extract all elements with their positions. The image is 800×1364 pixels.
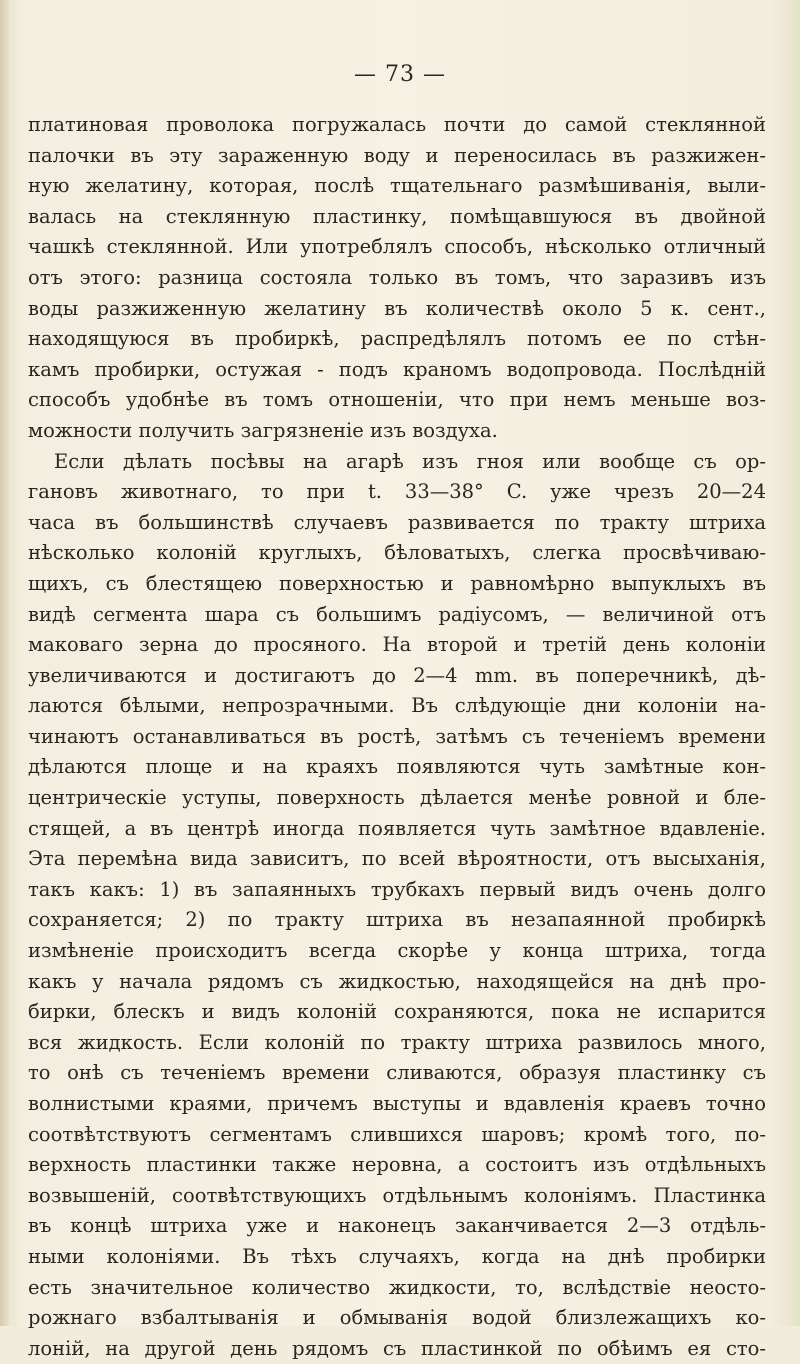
text-line: видѣ сегмента шара съ большимъ радіусомъ, — величиной отъ (28, 602, 766, 626)
text-line: какъ у начала рядомъ съ жидкостью, находящейся на днѣ про- (28, 969, 766, 993)
text-line: находящуюся въ пробиркѣ, распредѣлялъ потомъ ее по стѣн- (28, 327, 766, 351)
paragraph-end-line: можности получить загрязненіе изъ воздуха. (28, 418, 498, 442)
body-text (28, 110, 766, 1364)
text-line: увеличиваются и достигаютъ до 2—4 mm. въ поперечникѣ, дѣ- (28, 663, 766, 687)
text-line: лоній, на другой день рядомъ съ пластинкой по обѣимъ ея сто- (28, 1336, 766, 1360)
text-line: щихъ, съ блестящею поверхностью и равномѣрно выпуклыхъ въ (28, 571, 766, 595)
text-line: измѣненіе происходитъ всегда скорѣе у конца штриха, тогда (28, 939, 766, 963)
text-line: дѣлаются площе и на краяхъ появляются чуть замѣтные кон- (28, 755, 766, 779)
text-line: ную желатину, которая, послѣ тщательнаго размѣшиванія, выли- (28, 174, 766, 198)
page-right-edge-shadow (792, 0, 800, 1326)
text-line: есть значительное количество жидкости, то, вслѣдствіе неосто- (28, 1275, 766, 1299)
text-line: рожнаго взбалтыванія и обмыванія водой близлежащихъ ко- (28, 1306, 766, 1330)
text-line: чинаютъ останавливаться въ ростѣ, затѣмъ съ теченіемъ времени (28, 724, 766, 748)
text-line: способъ удобнѣе въ томъ отношеніи, что при немъ меньше воз- (28, 388, 766, 412)
text-line: возвышеній, соотвѣтствующихъ отдѣльнымъ колоніямъ. Пластинка (28, 1183, 766, 1207)
page-left-edge-shadow (0, 0, 10, 1326)
text-line: палочки въ эту зараженную воду и переносилась въ разжижен- (28, 143, 766, 167)
text-line: верхность пластинки также неровна, а состоитъ изъ отдѣльныхъ (28, 1153, 766, 1177)
text-line: волнистыми краями, причемъ выступы и вдавленія краевъ точно (28, 1092, 766, 1115)
text-line: чашкѣ стеклянной. Или употреблялъ способъ, нѣсколько отличный (28, 235, 766, 259)
text-line: ными колоніями. Въ тѣхъ случаяхъ, когда на днѣ пробирки (28, 1244, 766, 1268)
text-line: лаются бѣлыми, непрозрачными. Въ слѣдующіе дни колоніи на- (28, 694, 766, 718)
text-line: платиновая проволока погружалась почти до самой стеклянной (28, 113, 766, 136)
text-line: центрическіе уступы, поверхность дѣлается менѣе ровной и бле- (28, 786, 766, 810)
text-line: нѣсколько колоній круглыхъ, бѣловатыхъ, слегка просвѣчиваю- (28, 541, 766, 565)
text-line: такъ какъ: 1) въ запаянныхъ трубкахъ первый видъ очень долго (28, 877, 766, 901)
text-line: воды разжиженную желатину въ количествѣ около 5 к. сент., (28, 296, 766, 320)
paragraph-start-line: Если дѣлать посѣвы на агарѣ изъ гноя или вообще съ ор- (54, 449, 766, 473)
text-line: валась на стеклянную пластинку, помѣщавшуюся въ двойной (28, 204, 766, 228)
text-line: сохраняется; 2) по тракту штриха въ незапаянной пробиркѣ (28, 908, 766, 932)
text-line: то онѣ съ теченіемъ времени сливаются, образуя пластинку съ (28, 1061, 766, 1085)
text-line: вся жидкость. Если колоній по тракту штриха развилось много, (28, 1030, 766, 1054)
text-line: камъ пробирки, остужая - подъ краномъ водопровода. Послѣдній (28, 357, 766, 381)
text-line: маковаго зерна до просяного. На второй и третій день колоніи (28, 633, 766, 657)
text-line: отъ этого: разница состояла только въ томъ, что заразивъ изъ (28, 265, 766, 289)
text-line: стящей, а въ центрѣ иногда появляется чуть замѣтное вдавленіе. (28, 816, 766, 840)
page-number: — 73 — (354, 62, 446, 87)
text-line: бирки, блескъ и видъ колоній сохраняются, пока не испарится (28, 1000, 766, 1024)
text-line: въ концѣ штриха уже и наконецъ заканчивается 2—3 отдѣль- (28, 1214, 766, 1238)
text-line: гановъ животнаго, то при t. 33—38° C. уже чрезъ 20—24 (28, 480, 766, 504)
text-line: соотвѣтствуютъ сегментамъ слившихся шаровъ; кромѣ того, по- (28, 1122, 766, 1146)
text-line: часа въ большинствѣ случаевъ развивается по тракту штриха (28, 510, 766, 534)
text-line: Эта перемѣна вида зависитъ, по всей вѣроятности, отъ высыханія, (28, 847, 766, 871)
